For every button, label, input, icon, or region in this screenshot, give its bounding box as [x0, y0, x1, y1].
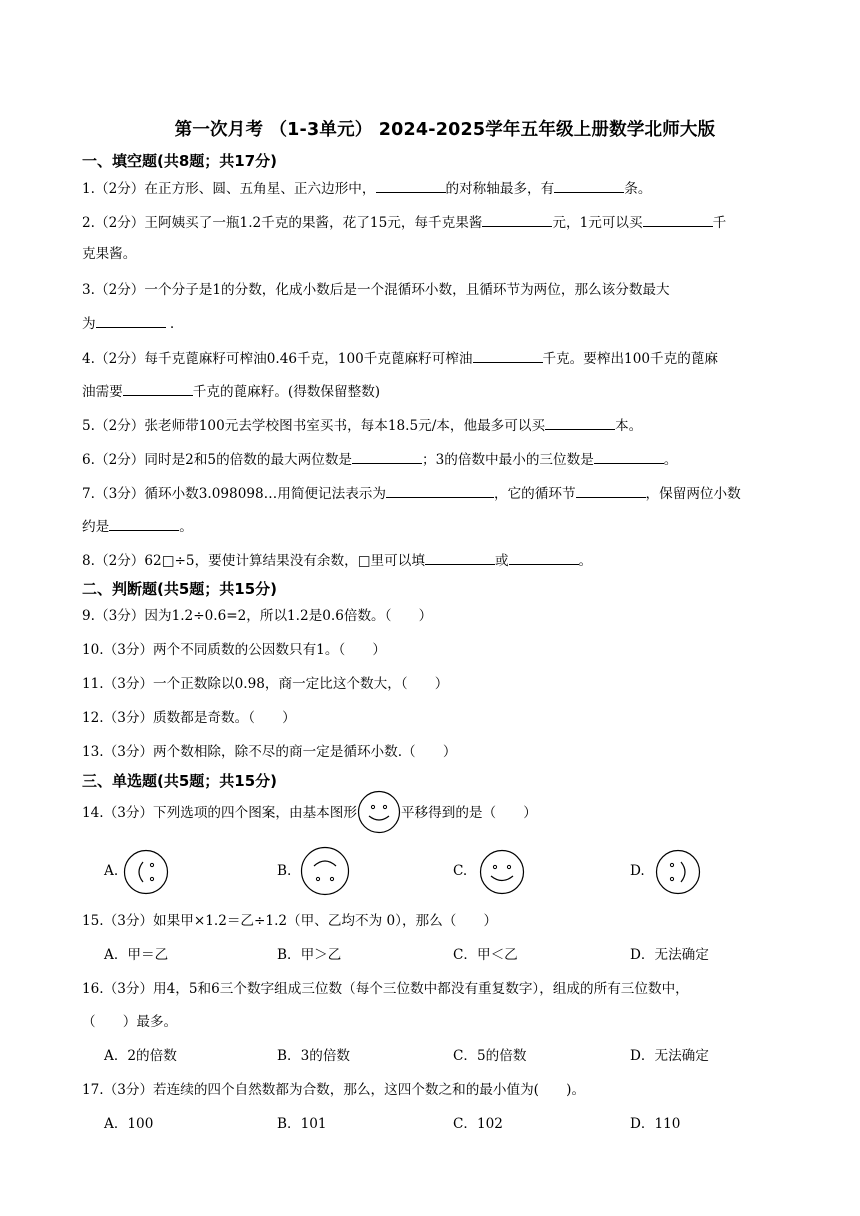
- question-5: 5.（2分）张老师带100元去学校图书室买书，每本18.5元/本，他最多可以买 本。: [82, 415, 642, 436]
- option-d[interactable]: D.: [630, 863, 645, 879]
- option-a[interactable]: A．100: [104, 1116, 154, 1132]
- answer-blank[interactable]: [576, 483, 646, 498]
- answer-blank[interactable]: [425, 550, 495, 565]
- question-2-cont: 克果酱。: [82, 246, 137, 262]
- question-15: 15.（3分）如果甲×1.2＝乙÷1.2（甲、乙均不为 0），那么（ ）: [82, 913, 498, 929]
- option-b[interactable]: B．甲＞乙: [277, 947, 342, 963]
- smiley-face-icon: [357, 790, 401, 834]
- answer-blank[interactable]: [482, 212, 552, 227]
- option-d[interactable]: D．无法确定: [630, 1048, 709, 1064]
- option-b[interactable]: B．101: [277, 1116, 327, 1132]
- question-6: 6.（2分）同时是2和5的倍数的最大两位数是 ；3的倍数中最小的三位数是 。: [82, 449, 677, 470]
- face-rotated-right-icon: [655, 849, 701, 895]
- option-a[interactable]: A.: [104, 863, 119, 879]
- answer-blank[interactable]: [352, 449, 422, 464]
- option-b[interactable]: B.: [277, 863, 292, 879]
- question-8: 8.（2分）62□÷5，要使计算结果没有余数，□里可以填 或 。: [82, 550, 592, 571]
- question-4-cont: 油需要 千克的蓖麻籽。(得数保留整数): [82, 381, 380, 402]
- question-12: 12.（3分）质数都是奇数。（ ）: [82, 710, 296, 726]
- question-16: 16.（3分）用4，5和6三个数字组成三位数（每个三位数中都没有重复数字），组成的所有三位数中，: [82, 981, 689, 997]
- option-d[interactable]: D．无法确定: [630, 947, 709, 963]
- answer-blank[interactable]: [594, 449, 664, 464]
- section-true-false: 二、判断题(共5题；共15分): [82, 580, 278, 598]
- question-7: 7.（3分）循环小数3.098098…用简便记法表示为 ，它的循环节 ，保留两位小数: [82, 483, 741, 504]
- answer-blank[interactable]: [123, 381, 193, 396]
- section-fill-in: 一、填空题(共8题；共17分): [82, 152, 278, 170]
- answer-blank[interactable]: [386, 483, 494, 498]
- option-c[interactable]: C.: [453, 863, 468, 879]
- face-upside-down-icon: [300, 846, 350, 896]
- answer-blank[interactable]: [109, 516, 179, 531]
- question-17: 17.（3分）若连续的四个自然数都为合数，那么，这四个数之和的最小值为( )。: [82, 1082, 586, 1098]
- answer-blank[interactable]: [96, 313, 166, 328]
- question-14: 14.（3分）下列选项的四个图案，由基本图形 平移得到的是（ ）: [82, 803, 537, 824]
- option-c[interactable]: C．102: [453, 1116, 503, 1132]
- option-d[interactable]: D．110: [630, 1116, 681, 1132]
- question-3: 3.（2分）一个分子是1的分数，化成小数后是一个混循环小数，且循环节为两位，那么该分数最大: [82, 282, 670, 298]
- question-11: 11.（3分）一个正数除以0.98，商一定比这个数大，（ ）: [82, 676, 449, 692]
- question-9: 9.（3分）因为1.2÷0.6=2，所以1.2是0.6倍数。（ ）: [82, 608, 433, 624]
- answer-blank[interactable]: [554, 178, 624, 193]
- option-c[interactable]: C．甲＜乙: [453, 947, 518, 963]
- section-single-choice: 三、单选题(共5题；共15分): [82, 772, 278, 790]
- option-a[interactable]: A．甲＝乙: [104, 947, 169, 963]
- answer-blank[interactable]: [545, 415, 615, 430]
- answer-blank[interactable]: [509, 550, 579, 565]
- option-a[interactable]: A．2的倍数: [104, 1048, 177, 1064]
- option-c[interactable]: C．5的倍数: [453, 1048, 527, 1064]
- question-1: 1.（2分）在正方形、圆、五角星、正六边形中， 的对称轴最多，有 条。: [82, 178, 651, 199]
- question-4: 4.（2分）每千克蓖麻籽可榨油0.46千克，100千克蓖麻籽可榨油 千克。要榨出100千克的蓖麻: [82, 348, 718, 369]
- answer-blank[interactable]: [473, 348, 543, 363]
- option-b[interactable]: B．3的倍数: [277, 1048, 351, 1064]
- face-rotated-left-icon: [123, 849, 169, 895]
- smiley-face-icon: [479, 849, 525, 895]
- question-13: 13.（3分）两个数相除，除不尽的商一定是循环小数.（ ）: [82, 744, 457, 760]
- question-10: 10.（3分）两个不同质数的公因数只有1。（ ）: [82, 642, 386, 658]
- question-2: 2.（2分）王阿姨买了一瓶1.2千克的果酱，花了15元，每千克果酱 元，1元可以买 千: [82, 212, 726, 233]
- page-title: 第一次月考 （1-3单元） 2024-2025学年五年级上册数学北师大版: [174, 120, 716, 140]
- question-7-cont: 约是 。: [82, 516, 193, 537]
- answer-blank[interactable]: [376, 178, 446, 193]
- answer-blank[interactable]: [643, 212, 713, 227]
- question-16-cont: （ ）最多。: [82, 1014, 178, 1030]
- question-3-cont: 为 .: [82, 313, 174, 334]
